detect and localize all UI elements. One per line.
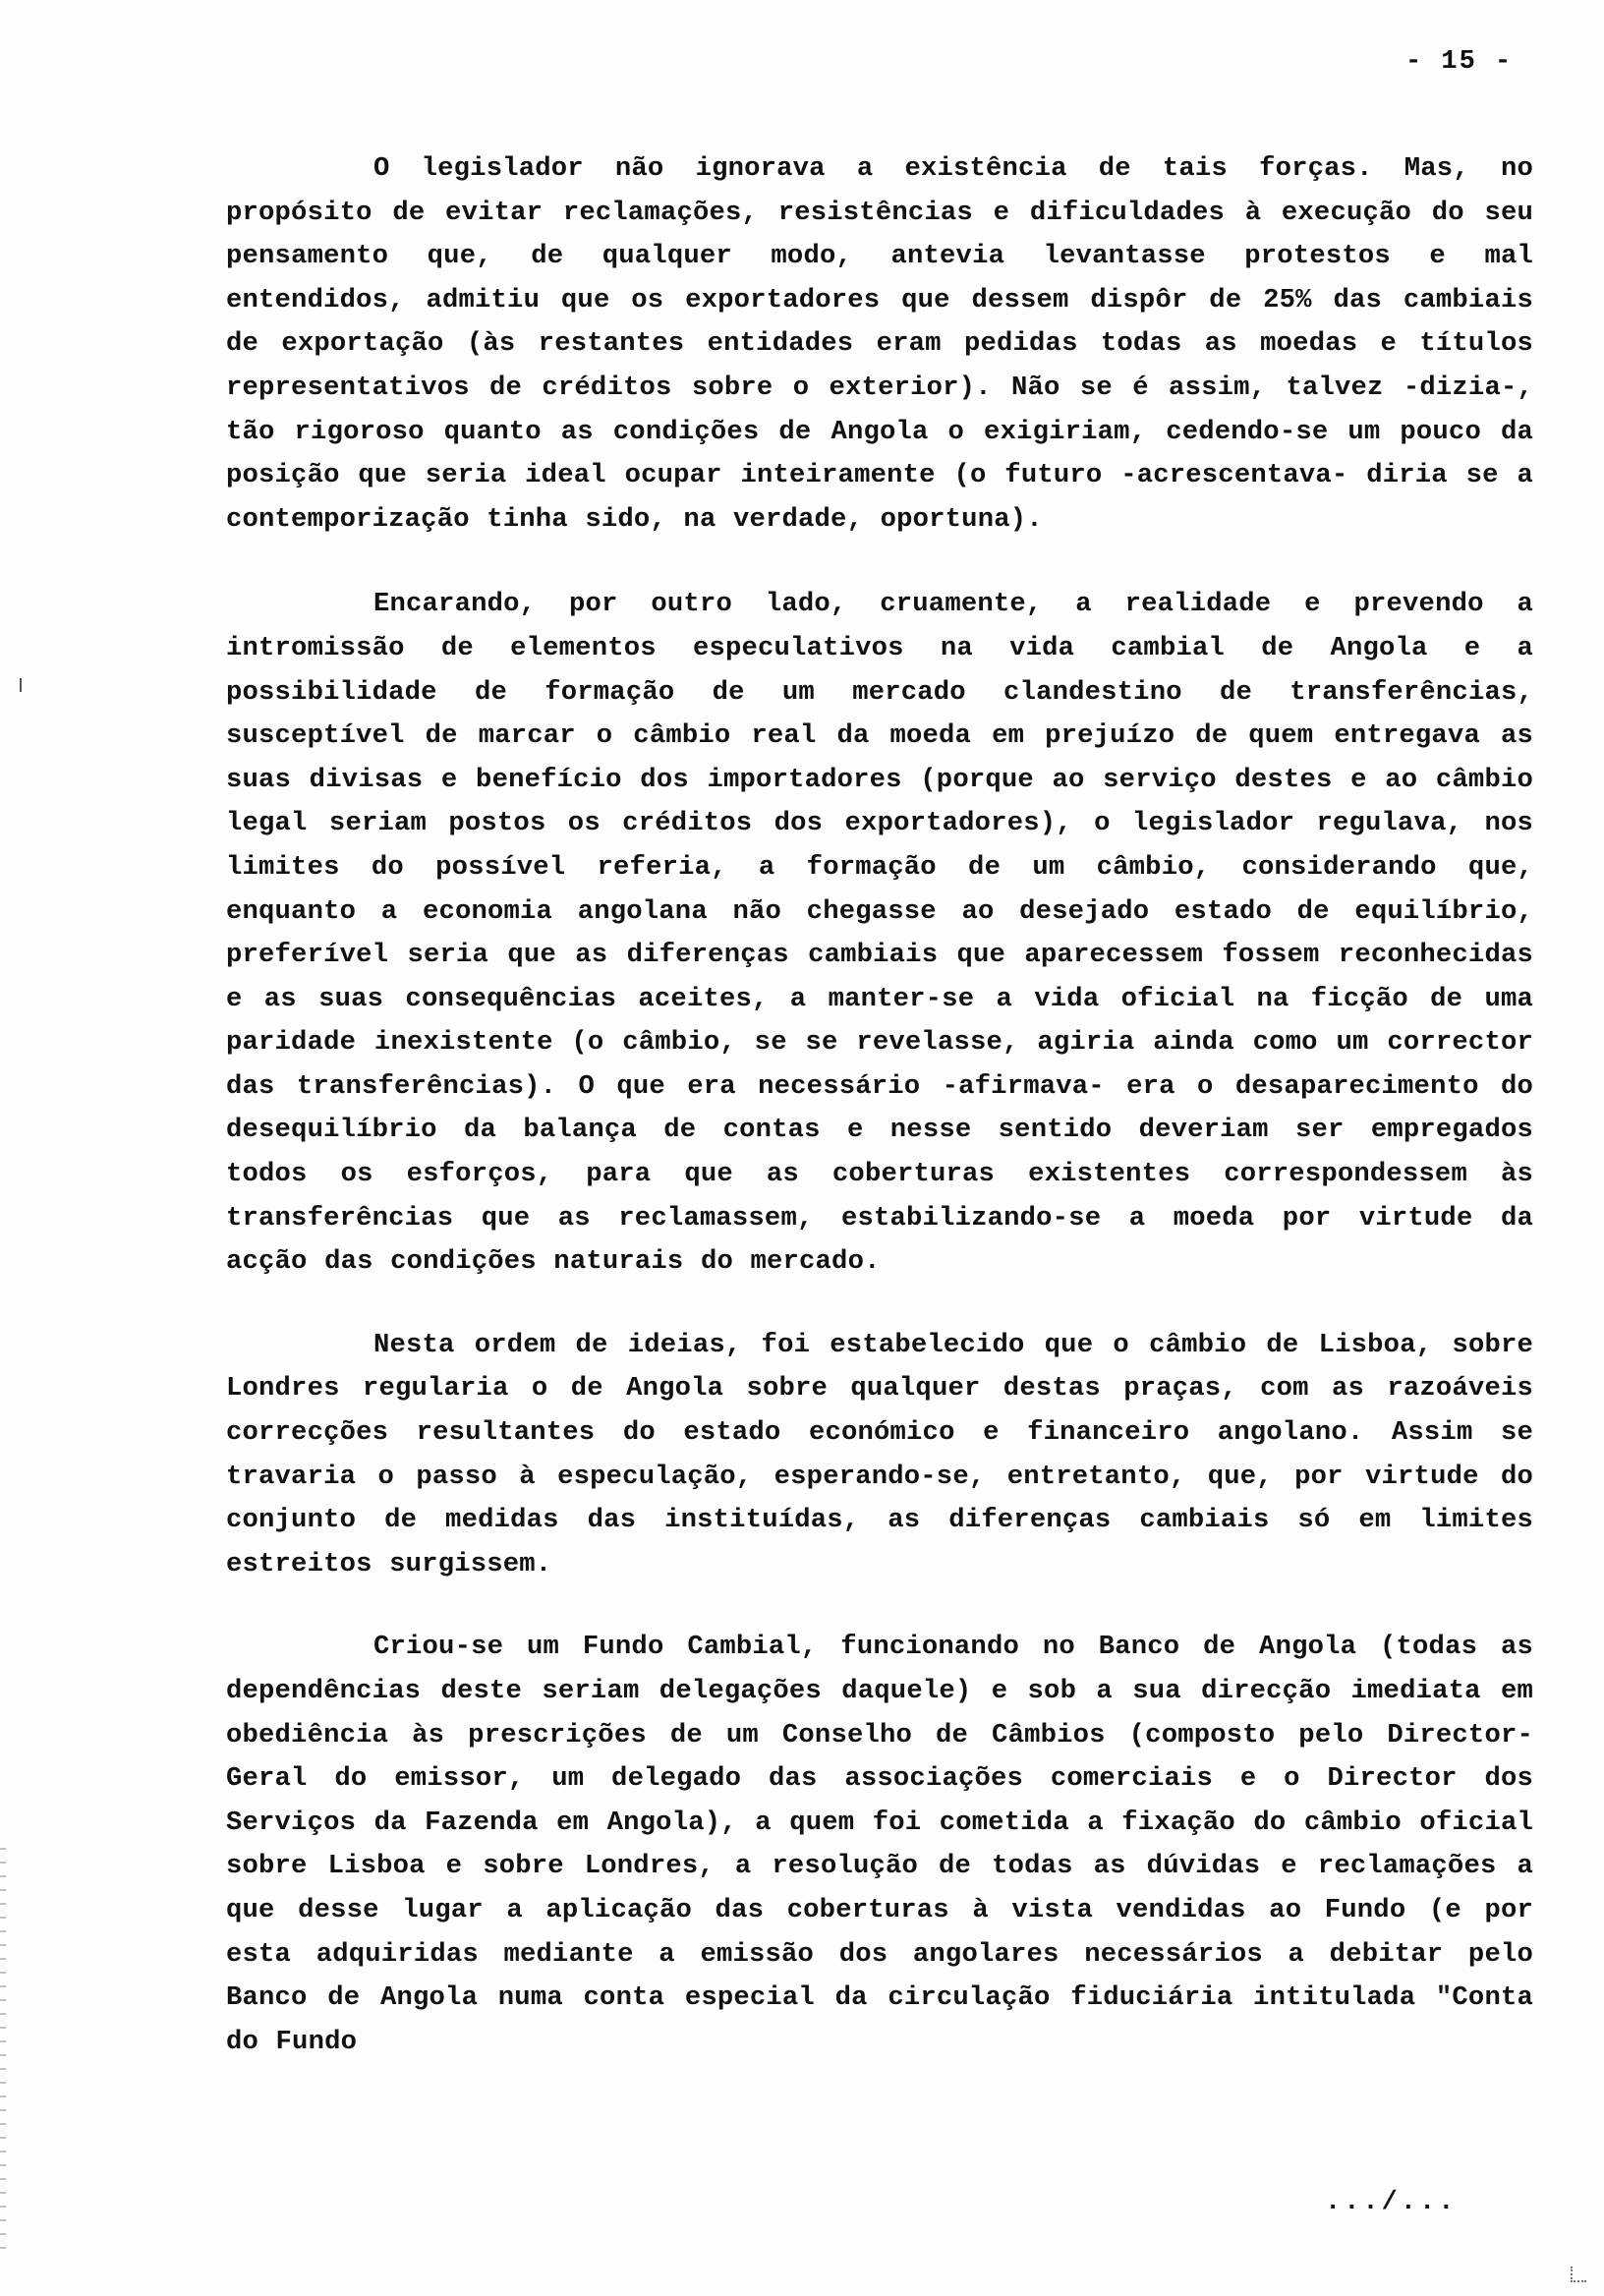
scan-edge-artifact xyxy=(0,1848,6,2261)
continuation-mark: .../... xyxy=(1325,2188,1458,2217)
body-text xyxy=(226,147,1533,2101)
margin-mark xyxy=(20,678,22,692)
paragraph: Encarando, por outro lado, cruamente, a realidade e prevendo a intromissão de elementos especulativos na vida cambial de Angola e a possibilidade de formação de um mercado clandestino de transferências, susceptível de marcar o câmbio real da moeda em prejuízo de quem entregava as suas divisas e benefício dos importadores (porque ao serviço destes e ao câmbio legal seriam postos os créditos dos exportadores), o legislador regulava, nos limites do possível referia, a formação de um câmbio, considerando que, enquanto a economia angolana não chegasse ao desejado estado de equilíbrio, preferível seria que as diferenças cambiais que aparecessem fossem reconhecidas e as suas consequências aceites, a manter-se a vida oficial na ficção de uma paridade inexistente (o câmbio, se se revelasse, agiria ainda como um corrector das transferências). O que era necessário -afirmava- era o desaparecimento do desequilíbrio da balança de contas e nesse sentido deveriam ser empregados todos os esforços, para que as coberturas existentes correspondessem às transferências que as reclamassem, estabilizando-se a moeda por virtude da acção das condições naturais do mercado. xyxy=(226,589,1533,1278)
paragraph: Nesta ordem de ideias, foi estabelecido que o câmbio de Lisboa, sobre Londres regularia o de Angola sobre qualquer destas praças, com as razoáveis correcções resultantes do estado económico e financeiro angolano. Assim se travaria o passo à especulação, esperando-se, entretanto, que, por virtude do conjunto de medidas das instituídas, as diferenças cambiais só em limites estreitos surgissem. xyxy=(226,1329,1533,1579)
corner-scan-mark xyxy=(1571,2267,1586,2282)
page-number: - 15 - xyxy=(1405,47,1514,77)
paragraph: Criou-se um Fundo Cambial, funcionando no Banco de Angola (todas as dependências deste seriam delegações daquele) e sob a sua direcção imediata em obediência às prescrições de um Conselho de Câmbios (composto pelo Director-Geral do emissor, um delegado das associações comerciais e o Director dos Serviços da Fazenda em Angola), a quem foi cometida a fixação do câmbio oficial sobre Lisboa e sobre Londres, a resolução de todas as dúvidas e reclamações a que desse lugar a aplicação das coberturas à vista vendidas ao Fundo (e por esta adquiridas mediante a emissão dos angolares necessários a debitar pelo Banco de Angola numa conta especial da circulação fiduciária intitulada "Conta do Fundo xyxy=(226,1632,1533,2057)
paragraph: O legislador não ignorava a existência de tais forças. Mas, no propósito de evitar reclamações, resistências e dificuldades à execução do seu pensamento que, de qualquer modo, antevia levantasse protestos e mal entendidos, admitiu que os exportadores que dessem dispôr de 25% das cambiais de exportação (às restantes entidades eram pedidas todas as moedas e títulos representativos de créditos sobre o exterior). Não se é assim, talvez -dizia-, tão rigoroso quanto as condições de Angola o exigiriam, cedendo-se um pouco da posição que seria ideal ocupar inteiramente (o futuro -acrescentava- diria se a contemporização tinha sido, na verdade, oportuna). xyxy=(226,153,1533,535)
